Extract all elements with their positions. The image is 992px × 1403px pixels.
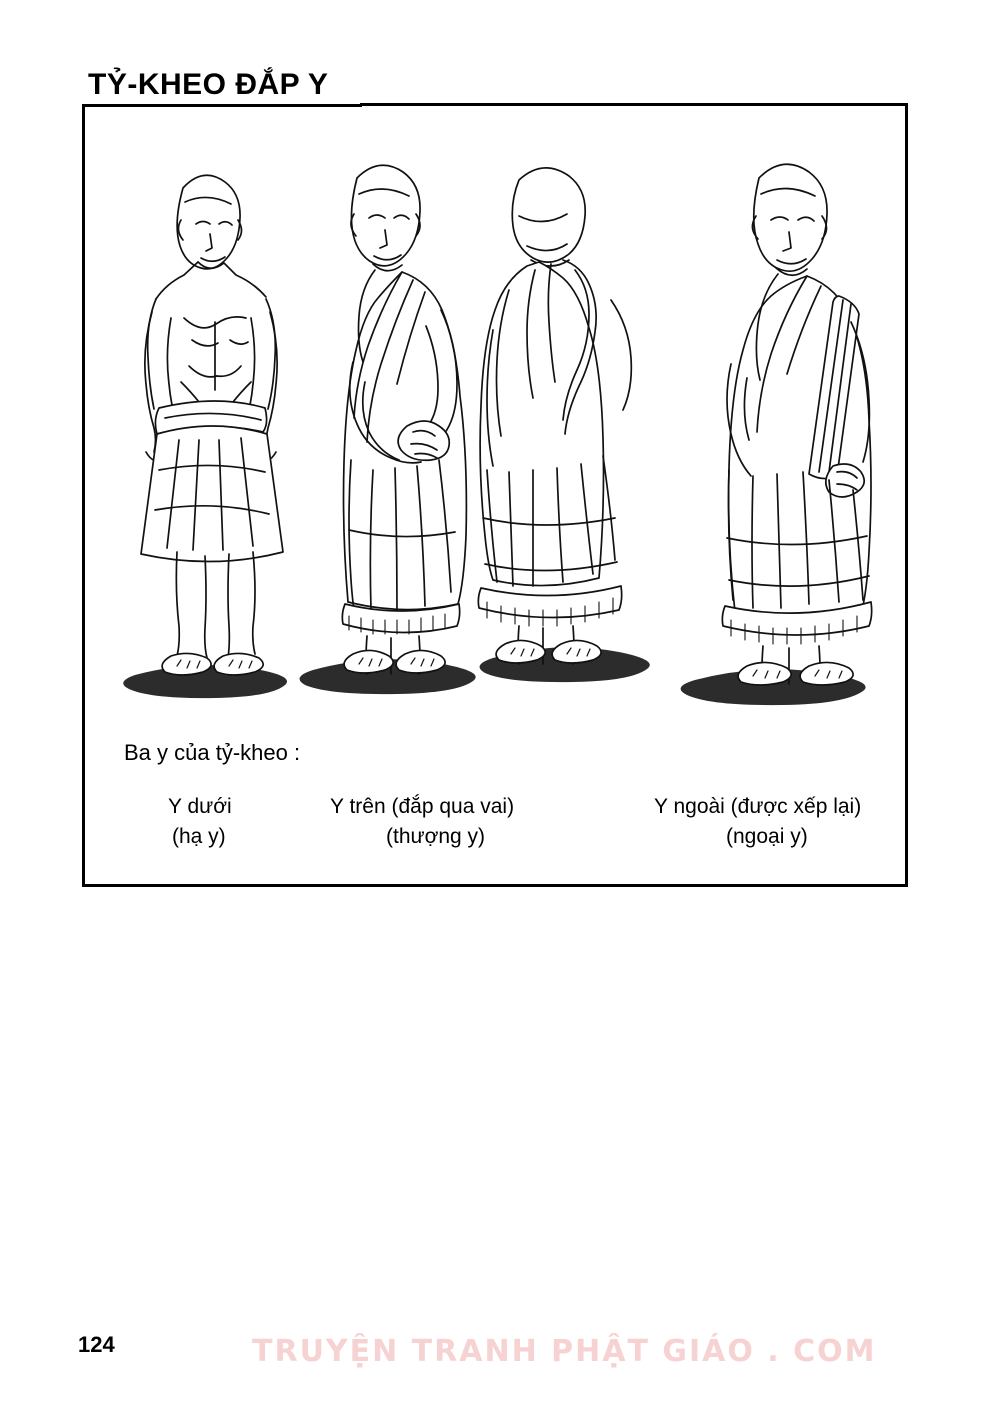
caption-lead: Ba y của tỷ-kheo : bbox=[124, 740, 301, 765]
figure-monk-upper-robe-front bbox=[300, 165, 476, 694]
caption-main-2: Y trên (đắp qua vai) bbox=[330, 795, 515, 818]
caption-main-1: Y dưới bbox=[168, 795, 232, 818]
caption-sub-1: (hạ y) bbox=[172, 825, 226, 849]
caption-main-3: Y ngoài (được xếp lại) bbox=[654, 795, 862, 818]
caption-column-outer-robe bbox=[654, 792, 861, 853]
caption-sub-3: (ngoại y) bbox=[726, 825, 808, 849]
figure-monk-outer-robe-folded bbox=[681, 164, 872, 705]
figure-monk-lower-robe bbox=[123, 175, 287, 698]
caption-column-upper-robe bbox=[330, 792, 514, 853]
watermark: TRUYỆN TRANH PHẬT GIÁO . COM bbox=[252, 1334, 877, 1369]
monks-illustration bbox=[95, 150, 895, 720]
caption-column-lower-robe bbox=[168, 792, 232, 853]
page-number: 124 bbox=[78, 1332, 115, 1357]
figure-monk-upper-robe-back bbox=[478, 168, 649, 682]
caption-sub-2: (thượng y) bbox=[386, 825, 486, 849]
page-title: TỶ-KHEO ĐẮP Y bbox=[88, 68, 329, 101]
